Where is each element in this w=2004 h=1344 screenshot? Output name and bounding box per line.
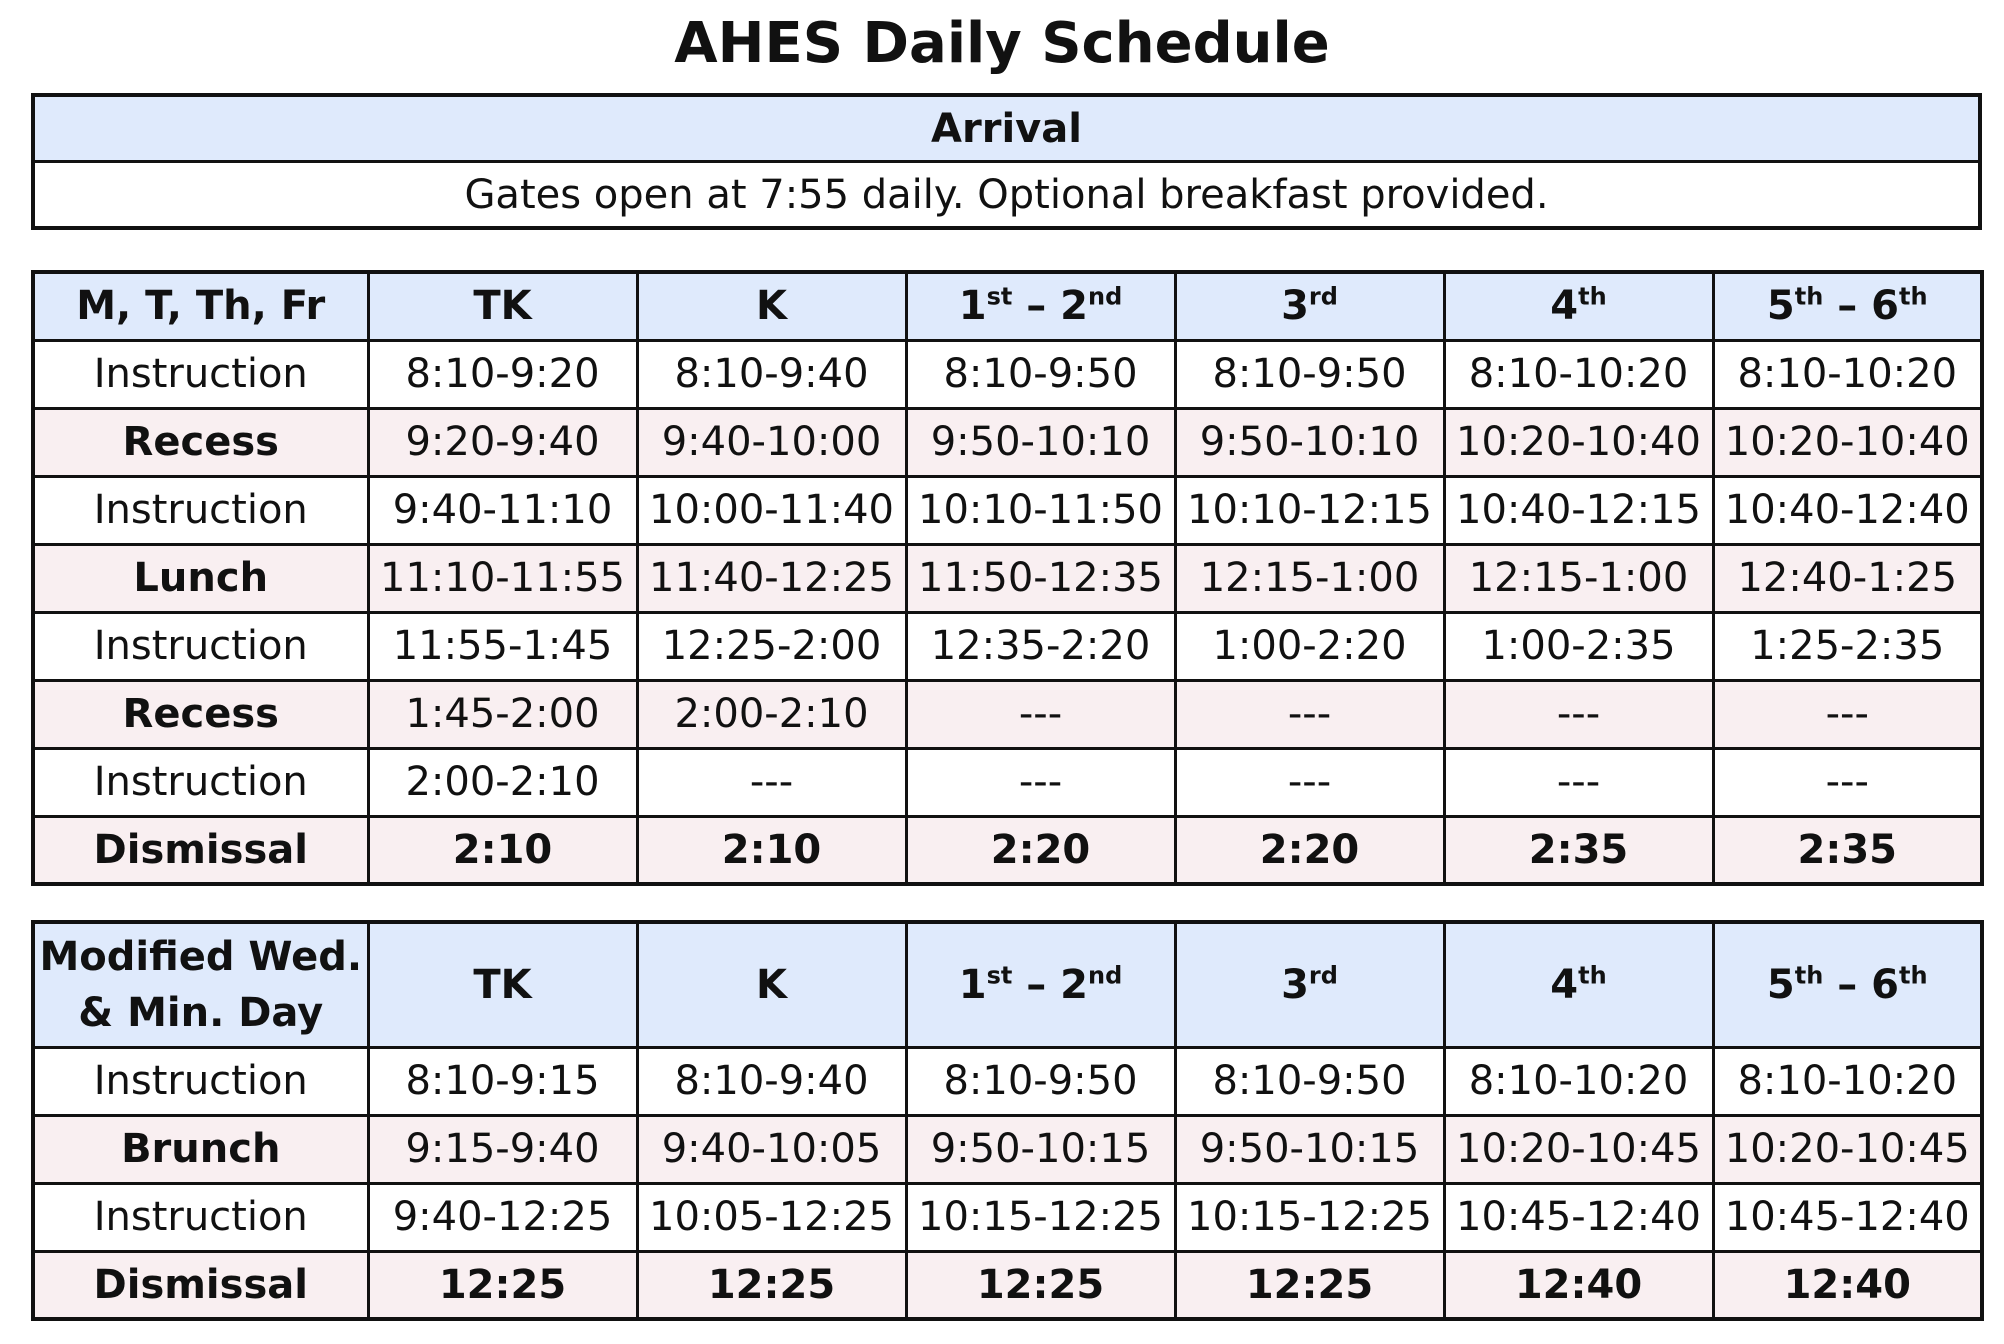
- time-cell: 2:00-2:10: [637, 680, 906, 748]
- time-cell: 10:20-10:45: [1713, 1115, 1982, 1183]
- grade-header-text: 3: [1281, 283, 1309, 330]
- grade-header-suffix: th: [1794, 961, 1824, 990]
- time-cell: 9:15-9:40: [368, 1115, 637, 1183]
- time-cell: 12:25: [1175, 1251, 1444, 1319]
- time-cell: 8:10-10:20: [1444, 1047, 1713, 1115]
- grade-header-text: K: [756, 961, 787, 1008]
- time-cell: 9:40-12:25: [368, 1183, 637, 1251]
- grade-header: [637, 272, 906, 340]
- time-cell: 8:10-9:50: [1175, 340, 1444, 408]
- period-label: Lunch: [33, 544, 368, 612]
- grade-header: [906, 922, 1175, 1047]
- time-cell: 2:35: [1444, 816, 1713, 884]
- modified-schedule-table: [31, 920, 1984, 1321]
- time-cell: 1:25-2:35: [1713, 612, 1982, 680]
- time-cell: 10:00-11:40: [637, 476, 906, 544]
- schedule-row: [33, 1047, 1982, 1115]
- schedule-row: [33, 680, 1982, 748]
- grade-header: [1713, 922, 1982, 1047]
- arrival-text: Gates open at 7:55 daily. Optional breakfast provided.: [33, 162, 1980, 229]
- time-cell: ---: [1444, 748, 1713, 816]
- grade-header-suffix: st: [986, 282, 1013, 311]
- time-cell: 12:25: [906, 1251, 1175, 1319]
- time-cell: 8:10-9:20: [368, 340, 637, 408]
- time-cell: 8:10-9:50: [1175, 1047, 1444, 1115]
- time-cell: 12:40: [1444, 1251, 1713, 1319]
- grade-header-suffix: nd: [1088, 282, 1123, 311]
- grade-header-suffix: nd: [1088, 961, 1123, 990]
- period-label: Recess: [33, 680, 368, 748]
- grade-header-text: 3: [1281, 961, 1309, 1008]
- period-label: Instruction: [33, 1047, 368, 1115]
- day-type-label: M, T, Th, Fr: [33, 272, 368, 340]
- grade-header-text: 4: [1550, 961, 1579, 1008]
- time-cell: 1:00-2:35: [1444, 612, 1713, 680]
- grade-header-suffix: th: [1899, 961, 1928, 990]
- grade-header-suffix: th: [1578, 961, 1607, 990]
- time-cell: 10:20-10:40: [1444, 408, 1713, 476]
- time-cell: 8:10-10:20: [1713, 1047, 1982, 1115]
- grade-header: [1444, 272, 1713, 340]
- time-cell: 11:50-12:35: [906, 544, 1175, 612]
- header-row: [33, 272, 1982, 340]
- time-cell: 10:05-12:25: [637, 1183, 906, 1251]
- period-label: Instruction: [33, 748, 368, 816]
- schedule-row: [33, 340, 1982, 408]
- time-cell: 8:10-10:20: [1713, 340, 1982, 408]
- schedule-row: [33, 1115, 1982, 1183]
- time-cell: 12:40-1:25: [1713, 544, 1982, 612]
- time-cell: 10:20-10:40: [1713, 408, 1982, 476]
- schedule-row: [33, 476, 1982, 544]
- time-cell: 10:15-12:25: [906, 1183, 1175, 1251]
- time-cell: 8:10-9:40: [637, 1047, 906, 1115]
- time-cell: 11:10-11:55: [368, 544, 637, 612]
- time-cell: 10:40-12:40: [1713, 476, 1982, 544]
- schedule-row: [33, 1251, 1982, 1319]
- grade-header: [368, 922, 637, 1047]
- period-label: Dismissal: [33, 816, 368, 884]
- grade-header: [637, 922, 906, 1047]
- day-type-label-line2: & Min. Day: [78, 989, 324, 1036]
- grade-header: [906, 272, 1175, 340]
- time-cell: 12:25: [637, 1251, 906, 1319]
- grade-header-text: TK: [473, 283, 532, 330]
- time-cell: 9:40-10:00: [637, 408, 906, 476]
- time-cell: 12:40: [1713, 1251, 1982, 1319]
- time-cell: 9:50-10:15: [906, 1115, 1175, 1183]
- time-cell: 12:35-2:20: [906, 612, 1175, 680]
- time-cell: 8:10-9:40: [637, 340, 906, 408]
- grade-header-suffix: rd: [1308, 961, 1338, 990]
- grade-header-suffix: th: [1899, 282, 1928, 311]
- time-cell: 2:10: [368, 816, 637, 884]
- time-cell: 12:15-1:00: [1175, 544, 1444, 612]
- grade-header-suffix: th: [1794, 282, 1824, 311]
- day-type-label: [33, 922, 368, 1047]
- time-cell: 8:10-9:15: [368, 1047, 637, 1115]
- time-cell: 2:20: [1175, 816, 1444, 884]
- grade-header-suffix: st: [986, 961, 1013, 990]
- time-cell: ---: [1175, 680, 1444, 748]
- grade-header-text: 1: [958, 283, 987, 330]
- schedule-row: [33, 748, 1982, 816]
- time-cell: 10:20-10:45: [1444, 1115, 1713, 1183]
- time-cell: ---: [1444, 680, 1713, 748]
- schedule-row: [33, 408, 1982, 476]
- grade-header-text: – 2: [1012, 961, 1089, 1008]
- schedule-row: [33, 612, 1982, 680]
- time-cell: ---: [906, 680, 1175, 748]
- grade-header-suffix: th: [1578, 282, 1607, 311]
- grade-header-text: K: [756, 283, 787, 330]
- time-cell: 1:00-2:20: [1175, 612, 1444, 680]
- time-cell: 9:50-10:10: [906, 408, 1175, 476]
- grade-header-text: 1: [958, 961, 987, 1008]
- time-cell: 10:15-12:25: [1175, 1183, 1444, 1251]
- time-cell: ---: [1713, 748, 1982, 816]
- time-cell: 9:40-11:10: [368, 476, 637, 544]
- time-cell: 10:10-12:15: [1175, 476, 1444, 544]
- grade-header-text: – 6: [1823, 961, 1900, 1008]
- time-cell: 1:45-2:00: [368, 680, 637, 748]
- arrival-table: [31, 93, 1982, 230]
- time-cell: 8:10-9:50: [906, 340, 1175, 408]
- schedule-row: [33, 544, 1982, 612]
- time-cell: 2:10: [637, 816, 906, 884]
- time-cell: 9:40-10:05: [637, 1115, 906, 1183]
- time-cell: 2:35: [1713, 816, 1982, 884]
- period-label: Instruction: [33, 340, 368, 408]
- grade-header: [368, 272, 637, 340]
- time-cell: 2:20: [906, 816, 1175, 884]
- period-label: Instruction: [33, 1183, 368, 1251]
- time-cell: 10:45-12:40: [1444, 1183, 1713, 1251]
- grade-header: [1175, 272, 1444, 340]
- time-cell: 11:40-12:25: [637, 544, 906, 612]
- time-cell: ---: [1175, 748, 1444, 816]
- schedule-row: [33, 1183, 1982, 1251]
- time-cell: 8:10-9:50: [906, 1047, 1175, 1115]
- time-cell: 10:40-12:15: [1444, 476, 1713, 544]
- period-label: Dismissal: [33, 1251, 368, 1319]
- grade-header-text: – 6: [1823, 283, 1900, 330]
- time-cell: 9:50-10:15: [1175, 1115, 1444, 1183]
- grade-header-text: TK: [473, 961, 532, 1008]
- schedule-row: [33, 816, 1982, 884]
- header-row: [33, 922, 1982, 1047]
- grade-header: [1444, 922, 1713, 1047]
- regular-schedule-table: [31, 270, 1984, 886]
- period-label: Brunch: [33, 1115, 368, 1183]
- page-title: AHES Daily Schedule: [674, 11, 1330, 76]
- time-cell: 12:25: [368, 1251, 637, 1319]
- grade-header-text: 4: [1550, 283, 1579, 330]
- time-cell: ---: [906, 748, 1175, 816]
- grade-header: [1713, 272, 1982, 340]
- time-cell: 10:45-12:40: [1713, 1183, 1982, 1251]
- time-cell: 11:55-1:45: [368, 612, 637, 680]
- time-cell: ---: [1713, 680, 1982, 748]
- time-cell: 12:15-1:00: [1444, 544, 1713, 612]
- time-cell: 10:10-11:50: [906, 476, 1175, 544]
- period-label: Instruction: [33, 476, 368, 544]
- grade-header-text: – 2: [1012, 283, 1089, 330]
- time-cell: 12:25-2:00: [637, 612, 906, 680]
- time-cell: 9:20-9:40: [368, 408, 637, 476]
- grade-header-suffix: rd: [1308, 282, 1338, 311]
- time-cell: ---: [637, 748, 906, 816]
- time-cell: 9:50-10:10: [1175, 408, 1444, 476]
- time-cell: 8:10-10:20: [1444, 340, 1713, 408]
- time-cell: 2:00-2:10: [368, 748, 637, 816]
- period-label: Instruction: [33, 612, 368, 680]
- grade-header-text: 5: [1766, 283, 1795, 330]
- day-type-label-line1: Modified Wed.: [39, 933, 363, 980]
- grade-header: [1175, 922, 1444, 1047]
- arrival-header: Arrival: [33, 95, 1980, 162]
- period-label: Recess: [33, 408, 368, 476]
- grade-header-text: 5: [1766, 961, 1795, 1008]
